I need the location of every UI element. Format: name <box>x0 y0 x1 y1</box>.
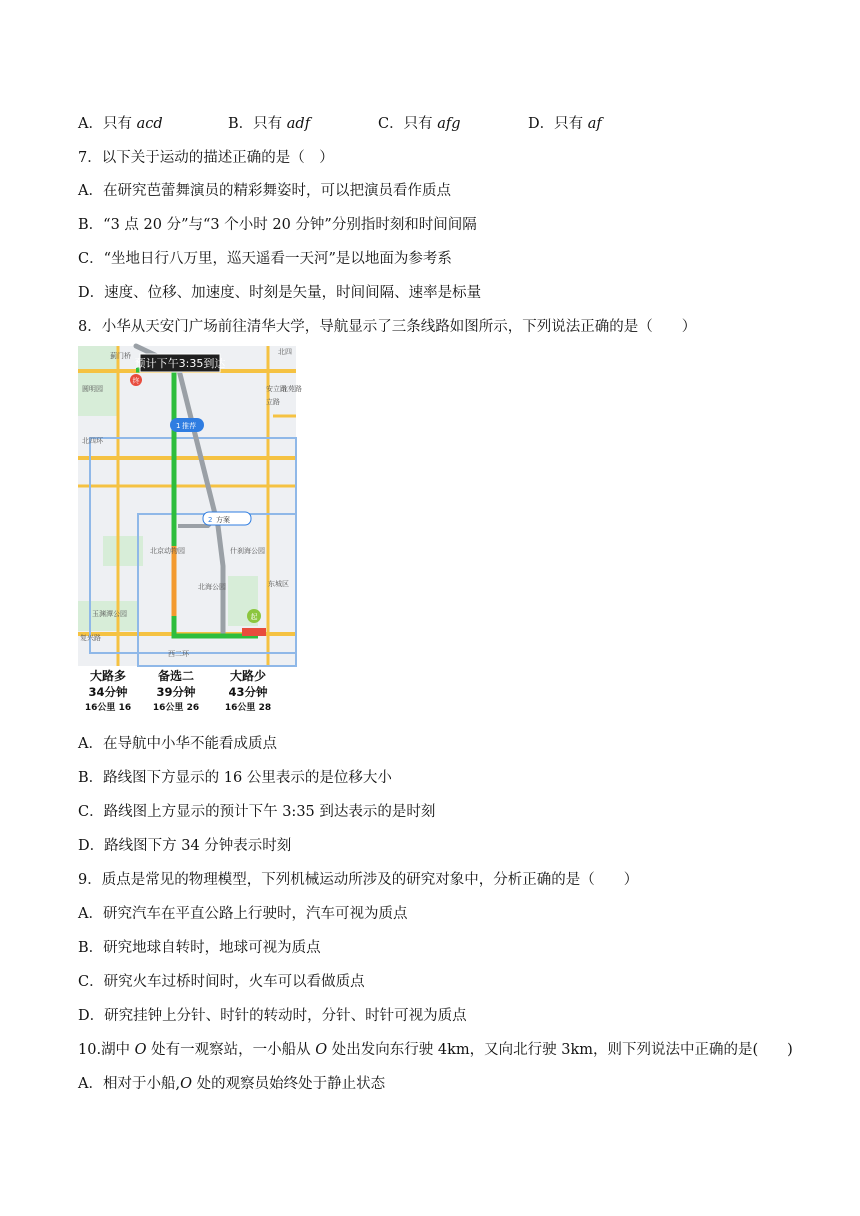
plan-tag-number: 2 <box>208 516 213 524</box>
q9-option-a: A．研究汽车在平直公路上行驶时，汽车可视为质点 <box>78 906 408 922</box>
q6-option-d: D．只有 af <box>528 116 602 132</box>
q8-option-a: A．在导航中小华不能看成质点 <box>78 736 277 752</box>
route-option <box>72 668 144 716</box>
place-label: 玉渊潭公园 <box>92 610 127 618</box>
q6-option-b: B．只有 adf <box>228 116 311 132</box>
q8-stem: 8．小华从天安门广场前往清华大学，导航显示了三条线路如图所示，下列说法正确的是（ ） <box>78 319 697 335</box>
place-label: 北四 <box>278 348 292 356</box>
q8-option-d: D．路线图下方 34 分钟表示时刻 <box>78 838 292 854</box>
q7-option-b: B．“3 点 20 分”与“3 个小时 20 分钟”分别指时刻和时间间隔 <box>78 217 477 233</box>
q8-option-c: C．路线图上方显示的预计下午 3:35 到达表示的是时刻 <box>78 804 436 820</box>
origin-marker-label: 起 <box>250 613 258 621</box>
route-options <box>78 668 296 720</box>
place-label: 安立路 <box>266 385 287 393</box>
place-label: 北苑路 <box>281 385 302 393</box>
eta-label: 预计下午3:35到达 <box>134 357 226 370</box>
place-label: 立路 <box>266 398 280 406</box>
q7-option-d: D．速度、位移、加速度、时刻是矢量，时间间隔、速率是标量 <box>78 285 482 301</box>
route-option <box>140 668 212 716</box>
place-label: 圆明园 <box>82 385 103 393</box>
map-graphic <box>78 346 302 666</box>
q10-stem: 10.湖中 O 处有一观察站，一小船从 O 处出发向东行驶 4km，又向北行驶 3km，则下列说法中正确的是( ) <box>78 1042 793 1058</box>
recommend-tag-number: 1 <box>176 422 181 430</box>
route-time: 43分钟 <box>228 685 268 699</box>
q8-option-b: B．路线图下方显示的 16 公里表示的是位移大小 <box>78 770 392 786</box>
q9-option-c: C．研究火车过桥时间时，火车可以看做质点 <box>78 974 365 990</box>
place-label: 西二环 <box>168 650 189 658</box>
q7-option-a: A．在研究芭蕾舞演员的精彩舞姿时，可以把演员看作质点 <box>78 183 451 199</box>
q7-stem: 7．以下关于运动的描述正确的是（ ） <box>78 150 334 166</box>
q10-option-a: A．相对于小船,O 处的观察员始终处于静止状态 <box>78 1076 386 1092</box>
place-label: 北京动物园 <box>150 547 185 555</box>
route-option <box>212 668 284 716</box>
route-detail: 16公里 16 <box>84 703 132 713</box>
q6-options <box>78 112 778 134</box>
q6-option-c: C．只有 afg <box>378 116 461 132</box>
q7-option-c: C．“坐地日行八万里，巡天遥看一天河”是以地面为参考系 <box>78 251 452 267</box>
route-name: 备选二 <box>157 669 194 683</box>
place-label: 复兴路 <box>80 634 101 642</box>
route-time: 39分钟 <box>156 685 196 699</box>
route-detail: 16公里 26 <box>152 703 200 713</box>
place-label: 北海公园 <box>198 583 226 591</box>
recommend-tag: 推荐 <box>182 422 196 430</box>
q9-stem: 9．质点是常见的物理模型，下列机械运动所涉及的研究对象中，分析正确的是（ ） <box>78 872 639 888</box>
plan-tag: 方案 <box>216 516 230 524</box>
route-detail: 16公里 28 <box>224 703 272 713</box>
place-label: 东城区 <box>268 580 289 588</box>
place-label: 什刹海公园 <box>230 547 265 555</box>
route-name: 大路多 <box>89 669 126 683</box>
place-label: 北四环 <box>82 437 103 445</box>
q9-option-d: D．研究挂钟上分针、时针的转动时，分针、时针可视为质点 <box>78 1008 467 1024</box>
q9-option-b: B．研究地球自转时，地球可视为质点 <box>78 940 321 956</box>
route-name: 大路少 <box>229 669 266 683</box>
route-time: 34分钟 <box>88 685 128 699</box>
place-label: 蓟门桥 <box>110 352 131 360</box>
navigation-map <box>78 346 302 666</box>
destination-marker-label: 终 <box>132 377 140 385</box>
q6-option-a: A．只有 acd <box>78 116 163 132</box>
